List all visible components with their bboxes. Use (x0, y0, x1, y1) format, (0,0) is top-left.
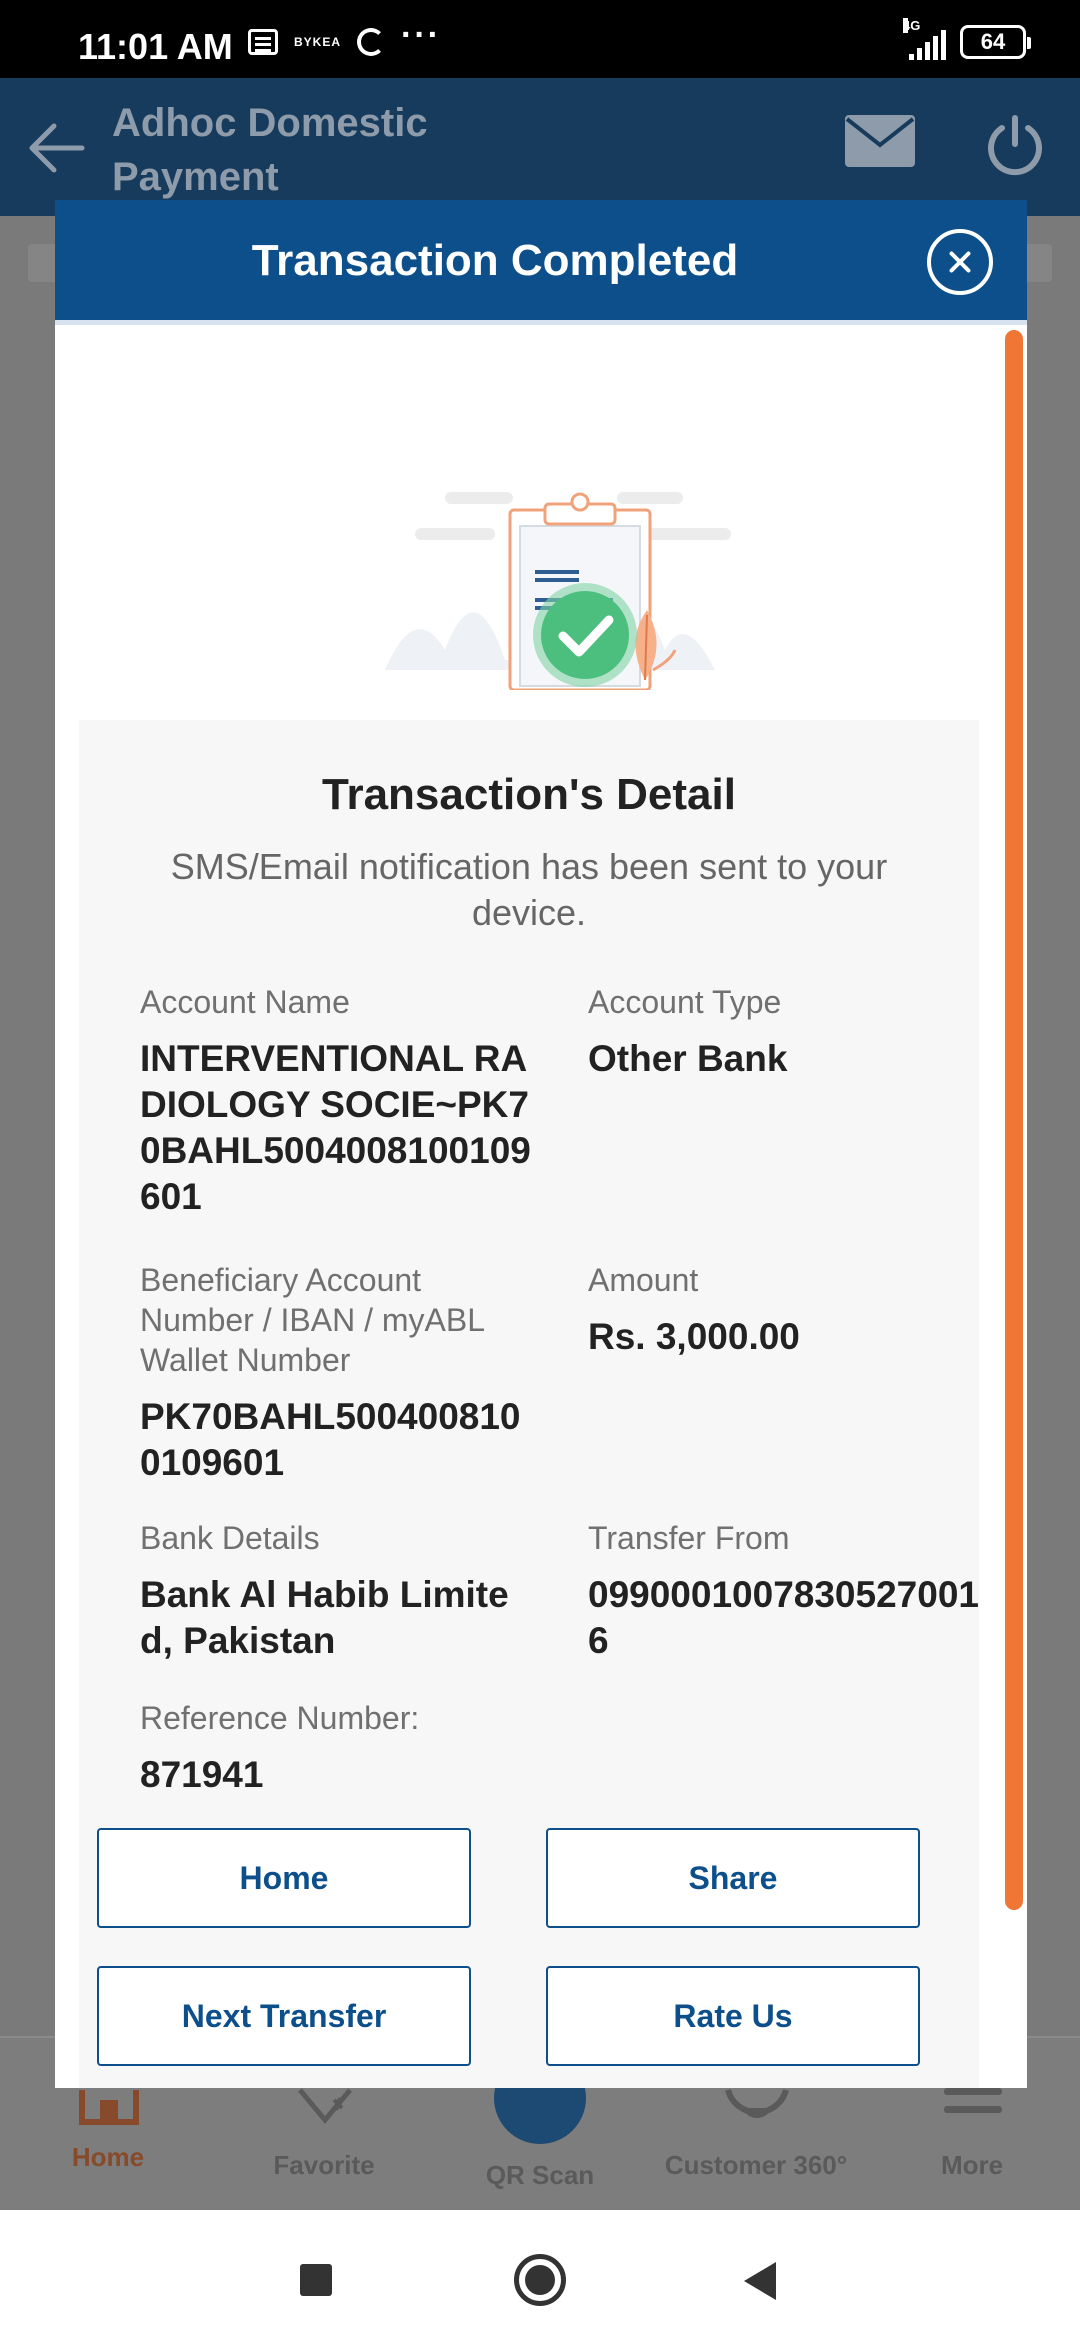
menu-icon (938, 2086, 1008, 2130)
account-name-label: Account Name (140, 984, 350, 1020)
transaction-completed-dialog (55, 200, 1027, 2088)
account-name-value: INTERVENTIONAL RADIOLOGY SOCIE~PK70BAHL5004008100109601 (140, 1038, 531, 1217)
account-type-value: Other Bank (588, 1038, 788, 1079)
customer-360-icon (722, 2086, 792, 2130)
nav-customer-label: Customer 360° (664, 2150, 848, 2180)
favorite-icon (290, 2086, 360, 2130)
account-type-label: Account Type (588, 984, 782, 1020)
detail-title: Transaction's Detail (322, 770, 736, 819)
reference-field (140, 1698, 540, 1798)
close-icon[interactable] (927, 229, 993, 295)
home-icon (74, 2086, 144, 2130)
bykea-icon: BYKEA (294, 35, 342, 49)
scrollbar[interactable] (1005, 330, 1023, 1910)
back-system-icon[interactable] (744, 2262, 776, 2300)
account-type-field (588, 982, 988, 1082)
transfer-from-field (588, 1518, 988, 1664)
dialog-header (55, 200, 1027, 325)
amount-value: Rs. 3,000.00 (588, 1316, 800, 1357)
success-clipboard-illustration (355, 450, 755, 690)
more-notifications-icon: ··· (401, 15, 441, 54)
system-navigation (0, 2210, 1080, 2340)
power-icon[interactable] (984, 114, 1046, 176)
battery-level: 64 (980, 29, 1006, 54)
rate-us-button[interactable]: Rate Us (546, 1966, 920, 2066)
home-system-icon[interactable] (514, 2254, 566, 2306)
mail-icon[interactable] (843, 113, 917, 169)
bank-details-field (140, 1518, 540, 1664)
back-arrow-icon[interactable] (26, 120, 86, 176)
status-bar (0, 0, 1080, 78)
dialog-title: Transaction Completed (251, 236, 739, 285)
home-button[interactable]: Home (97, 1828, 471, 1928)
share-button[interactable]: Share (546, 1828, 920, 1928)
beneficiary-field (140, 1260, 540, 1486)
nav-home-label: Home (71, 2142, 145, 2172)
news-icon (248, 29, 278, 55)
signal-icon (901, 18, 946, 60)
amount-field (588, 1260, 988, 1360)
nav-more-label: More (940, 2150, 1004, 2180)
notification-icons (248, 15, 441, 56)
transfer-from-label: Transfer From (588, 1520, 790, 1556)
battery-icon (960, 25, 1026, 59)
beneficiary-label: Beneficiary Account Number / IBAN / myABL Wallet Number (140, 1262, 484, 1378)
notification-message: SMS/Email notification has been sent to your device. (170, 846, 888, 933)
next-transfer-button[interactable]: Next Transfer (97, 1966, 471, 2066)
app-header (0, 78, 1080, 216)
reference-value: 871941 (140, 1754, 264, 1795)
amount-label: Amount (588, 1262, 699, 1298)
account-name-field (140, 982, 540, 1220)
bank-details-value: Bank Al Habib Limited, Pakistan (140, 1574, 509, 1661)
nav-favorite-label: Favorite (273, 2150, 375, 2180)
page-title: Adhoc Domestic Payment (112, 101, 428, 199)
beneficiary-value: PK70BAHL5004008100109601 (140, 1396, 521, 1483)
network-type: 4G (903, 18, 921, 33)
nav-qr-label: QR Scan (485, 2160, 595, 2190)
status-time: 11:01 AM (78, 26, 233, 67)
reference-label: Reference Number: (140, 1700, 420, 1736)
transfer-from-value: 09900010078305270016 (588, 1574, 979, 1661)
bank-details-label: Bank Details (140, 1520, 320, 1556)
recents-icon[interactable] (300, 2264, 332, 2296)
system-icons (901, 18, 1026, 60)
call-icon (357, 28, 385, 56)
